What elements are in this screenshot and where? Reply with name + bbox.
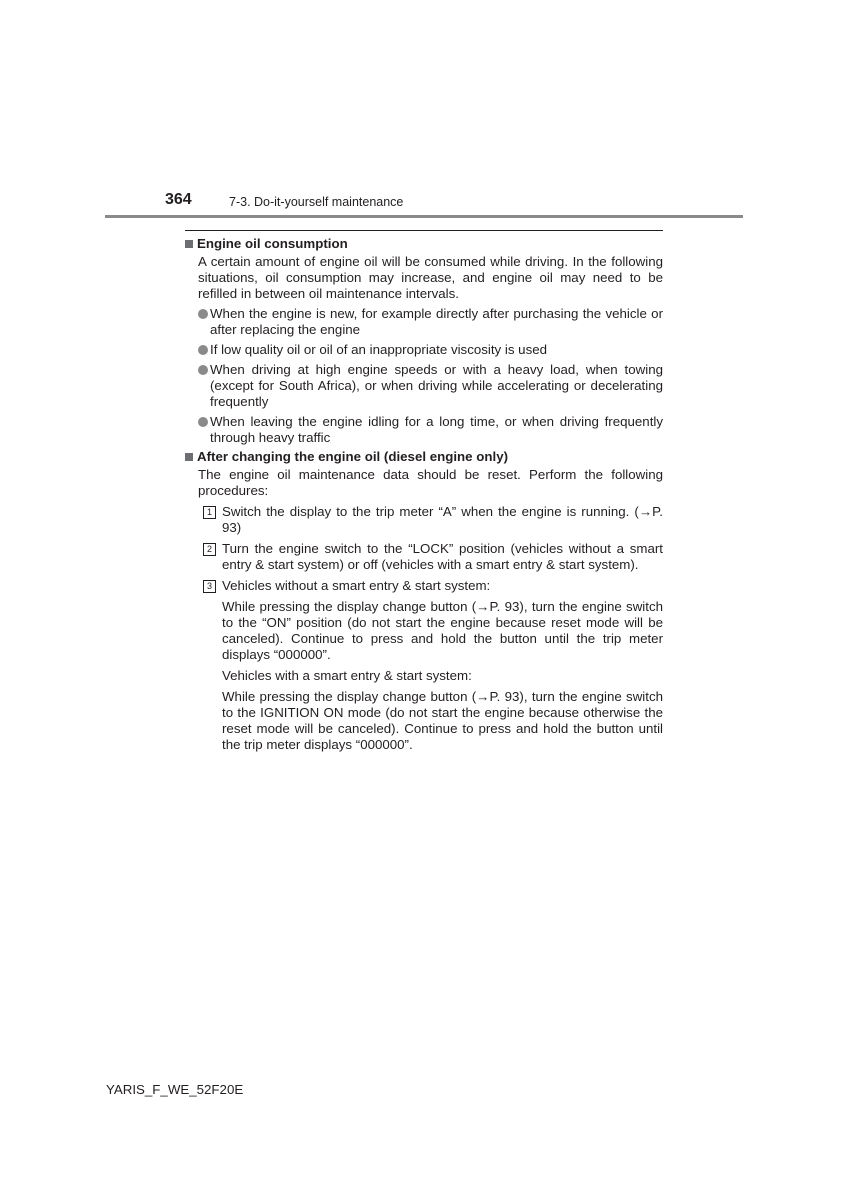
heading-text: After changing the engine oil (diesel engine only) (197, 449, 509, 464)
square-bullet-icon (185, 453, 193, 461)
section-heading (185, 236, 663, 252)
list-item-text: When the engine is new, for example directly after purchasing the vehicle or after replacing the engine (210, 306, 663, 337)
round-bullet-icon (198, 417, 208, 427)
list-item-text: When driving at high engine speeds or with a heavy load, when towing (except for South Africa), or when driving while accelerating or decelerating frequently (210, 362, 663, 409)
section-intro: The engine oil maintenance data should be reset. Perform the following procedures: (198, 467, 663, 498)
section-heading (185, 449, 663, 465)
page-number: 364 (165, 191, 192, 208)
step-detail: While pressing the display change button (→P. 93), turn the engine switch to the “ON” position (do not start the engine because reset mode will be canceled). Continue to press and hold the button until the trip meter displays “000000”. (222, 599, 663, 662)
section-title: 7-3. Do-it-yourself maintenance (229, 195, 404, 209)
list-item (198, 306, 663, 338)
step-detail: Vehicles with a smart entry & start system: (222, 668, 472, 683)
content-rule (185, 230, 663, 231)
list-item-text: If low quality oil or oil of an inappropriate viscosity is used (210, 342, 548, 357)
section-intro: A certain amount of engine oil will be consumed while driving. In the following situations, oil consumption may increase, and engine oil may need to be refilled in between oil maintenance intervals. (198, 254, 663, 301)
footer-code: YARIS_F_WE_52F20E (106, 1082, 244, 1097)
procedure-step (203, 541, 663, 573)
header-rule (105, 215, 743, 218)
step-number: 2 (203, 543, 216, 556)
content (185, 236, 663, 753)
round-bullet-icon (198, 309, 208, 319)
step-text: Turn the engine switch to the “LOCK” position (vehicles without a smart entry & start system) or off (vehicles with a smart entry & start system). (222, 541, 663, 572)
square-bullet-icon (185, 240, 193, 248)
procedure-step (203, 578, 663, 594)
round-bullet-icon (198, 365, 208, 375)
list-item-text: When leaving the engine idling for a long time, or when driving frequently through heavy traffic (210, 414, 663, 445)
heading-text: Engine oil consumption (197, 236, 348, 251)
step-number: 1 (203, 506, 216, 519)
procedure-step (203, 504, 663, 536)
step-number: 3 (203, 580, 216, 593)
step-detail: While pressing the display change button (→P. 93), turn the engine switch to the IGNITION ON mode (do not start the engine because otherwise the reset mode will be canceled). Continue to press and hold the button until the trip meter displays “000000”. (222, 689, 663, 752)
list-item (198, 362, 663, 410)
step-text: Vehicles without a smart entry & start system: (222, 578, 491, 593)
round-bullet-icon (198, 345, 208, 355)
list-item (198, 414, 663, 446)
list-item (198, 342, 663, 358)
step-text: Switch the display to the trip meter “A” when the engine is running. (→P. 93) (222, 504, 663, 535)
